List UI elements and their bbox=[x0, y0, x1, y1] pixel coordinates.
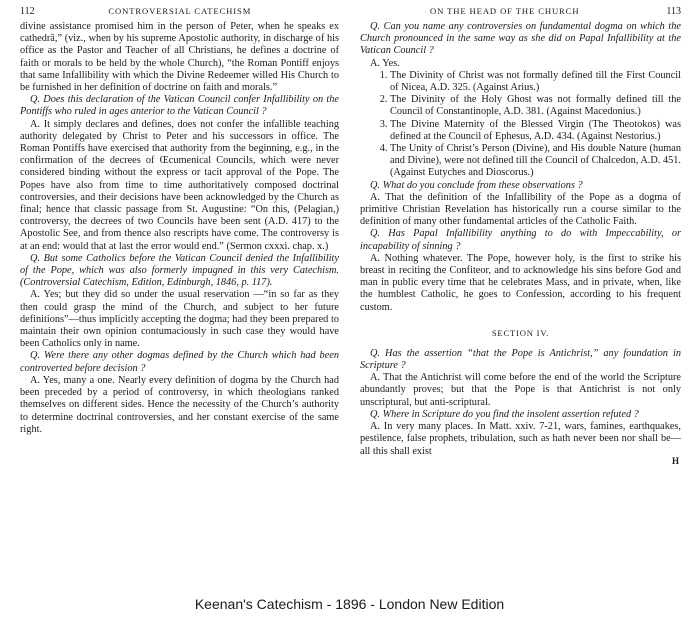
right-page-number: 113 bbox=[666, 6, 681, 17]
question-paragraph: Q. Were there any other dogmas defined by the Church which had been controverted before decision ? bbox=[20, 350, 339, 374]
answer-paragraph: A. Yes; but they did so under the usual reservation —“in so far as they then could grasp the mind of the Church, and subject to her future definitions”—thus implicitly accepting the dogma; had they been prepared to maintain their own opinion contumaciously in such case they would have been Catholics only in name. bbox=[20, 289, 339, 350]
signature-mark: H bbox=[671, 455, 679, 466]
list-item: 4. The Unity of Christ’s Person (Divine), and His double Nature (human and Divine), were not defined till the Council of Chalcedon, A.D. 451. (Against Eutyches and Dioscorus.) bbox=[390, 143, 681, 180]
right-page bbox=[352, 0, 699, 594]
question-paragraph: Q. Does this declaration of the Vatican Council confer Infallibility on the Pontiffs who ruled in ages anterior to the Vatican Council ? bbox=[20, 94, 339, 118]
question-paragraph: Q. Can you name any controversies on fundamental dogma on which the Church pronounced in the same way as she did on Papal Infallibility at the Vatican Council ? bbox=[360, 21, 681, 57]
question-paragraph: Q. But some Catholics before the Vatican Council denied the Infallibility of the Pope, which was also formerly impugned in this very Catechism. (Controversial Catechism, Edition, Edinburgh, 1846, p. 117). bbox=[20, 252, 339, 289]
answer-paragraph: A. In very many places. In Matt. xxiv. 7-21, wars, famines, earthquakes, pestilence, false prophets, tribulation, such as hath never been nor shall be—all this shall exist bbox=[360, 421, 681, 457]
question-paragraph: Q. Has Papal Infallibility anything to do with Impeccability, or incapability of sinning ? bbox=[360, 228, 681, 252]
left-page-number: 112 bbox=[20, 6, 35, 17]
question-paragraph: Q. Has the assertion “that the Pope is Antichrist,” any foundation in Scripture ? bbox=[360, 347, 681, 372]
list-item: 1. The Divinity of Christ was not formally defined till the First Council of Nicea, A.D. 325. (Against Arius.) bbox=[390, 70, 681, 94]
question-paragraph: Q. What do you conclude from these observations ? bbox=[370, 179, 583, 191]
image-caption: Keenan's Catechism - 1896 - London New Edition bbox=[194, 596, 505, 612]
left-running-title: CONTROVERSIAL CATECHISM bbox=[108, 6, 252, 16]
section-heading: SECTION IV. bbox=[491, 327, 550, 338]
right-running-title: ON THE HEAD OF THE CHURCH bbox=[430, 6, 580, 16]
left-page bbox=[0, 0, 345, 594]
council-list bbox=[360, 70, 681, 180]
list-item: 2. The Divinity of the Holy Ghost was not formally defined till the Council of Constantinople, A.D. 381. (Against Macedonius.) bbox=[390, 94, 681, 118]
right-running-head bbox=[360, 6, 681, 17]
paragraph-continuation: divine assistance promised him in the person of Peter, when he speaks ex cathedrâ,” (viz., when by his supreme Apostolic authority, in discharge of his office as the Pastor and Teacher of all Christians, he defines a doctrine of faith or morals to be held by the whole Church), “the Roman Pontiff enjoys that same Infallibility with which the Divine Redeemer willed His Church to be furnished in her definition of doctrine on faith and morals.” bbox=[20, 21, 339, 94]
answer-paragraph: A. Yes. bbox=[370, 57, 400, 69]
question-paragraph: Q. Where in Scripture do you find the insolent assertion refuted ? bbox=[370, 408, 639, 420]
answer-paragraph: A. Nothing whatever. The Pope, however holy, is the first to strike his breast in reciting the Confiteor, and to acknowledge his sins before God and man in public every time that he celebrates Mass, and in private, when, like the humblest Catholic, he goes to Confession, according to his frequent custom. bbox=[360, 252, 681, 313]
list-item: 3. The Divine Maternity of the Blessed Virgin (The Theotokos) was defined at the Council of Ephesus, A.D. 434. (Against Nestorius.) bbox=[390, 119, 681, 143]
answer-paragraph: A. Yes, many a one. Nearly every definition of dogma by the Church had been preceded by a period of controversy, in which theologians ranked themselves on different sides. Hence the necessity of the Church’s authority to determine doctrinal controversies, and her constant exercise of the same right. bbox=[20, 374, 339, 435]
answer-paragraph: A. That the definition of the Infallibility of the Pope as a dogma of primitive Christian Revelation has historically run a course similar to the definition of many other fundamental articles of the Catholic Faith. bbox=[360, 191, 681, 228]
answer-paragraph: A. It simply declares and defines, does not confer the infallible teaching authority delegated by Christ to Peter and his successors in office. The Roman Pontiffs have exercised that authority from the beginning, e.g., in the confirmation of the decrees of Œcumenical Councils, which were never considered binding without the express or tacit approval of the Pope. The Popes have also from time to time authoritatively composed doctrinal controversies, and their decisions have been acknowledged by the Church as final; hence that classic passage from St. Augustine: “On this, (Pelagian,) controversy, the decrees of two Councils have been sent (A.D. 417) to the Apostolic See, and from thence also rescripts have come. The controversy is at an end: would that at last the error would end.” (Sermon cxxxi. chap. x.) bbox=[20, 118, 339, 252]
answer-paragraph: A. That the Antichrist will come before the end of the world the Scripture abundantly proves; but that the Pope is that Antichrist is not only unscriptural, but anti-scriptural. bbox=[360, 372, 681, 408]
left-running-head bbox=[20, 6, 339, 17]
